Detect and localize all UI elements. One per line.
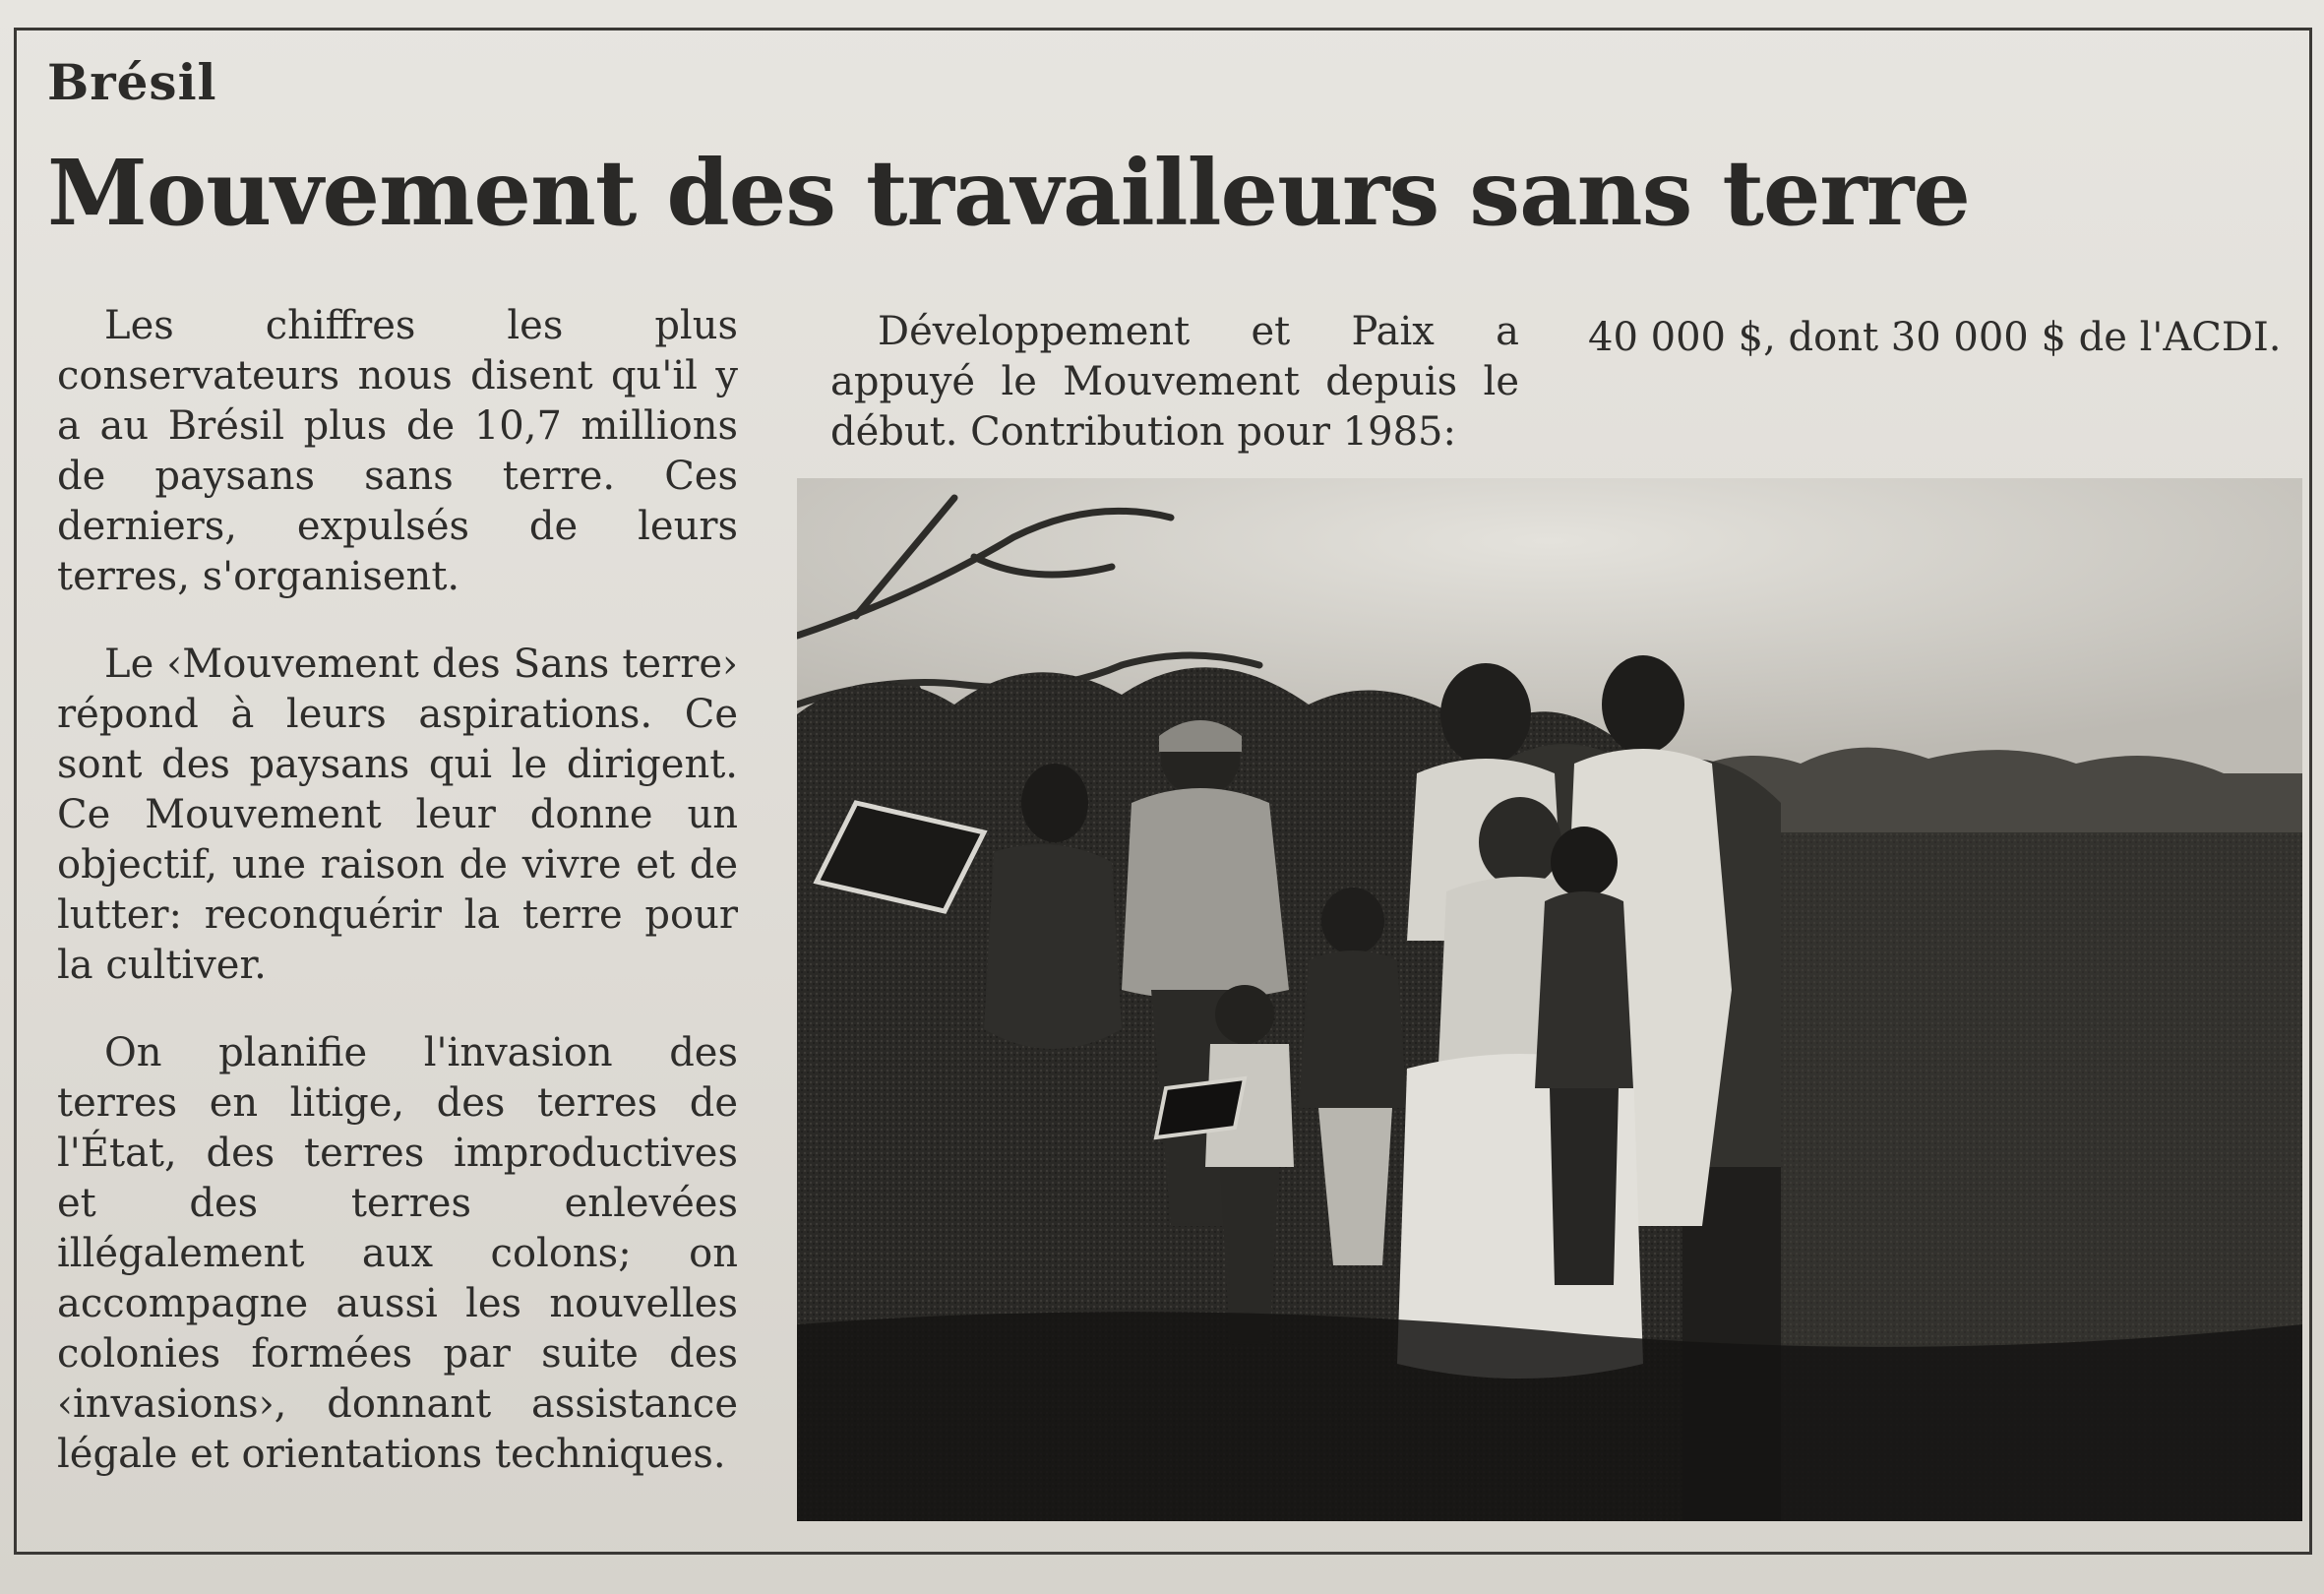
article-column-3 (1588, 313, 2306, 363)
paragraph-3: On planifie l'invasion des terres en litige, des terres de l'État, des terres improductives et des terres enlevées illégalement aux colons; on accompagne aussi les nouvelles colonies formées par suite des ‹invasions›, donnant assistance légale et orientations techniques. (57, 1030, 738, 1477)
paragraph-1: Les chiffres les plus conservateurs nous disent qu'il y a au Brésil plus de 10,7 millions de paysans sans terre. Ces derniers, expulsés de leurs terres, s'organisent. (57, 303, 738, 599)
paragraph-2: Le ‹Mouvement des Sans terre› répond à leurs aspirations. Ce sont des paysans qui le dirigent. Ce Mouvement leur donne un objectif, une raison de vivre et de lutter: reconquérir la terre pour la cultiver. (57, 642, 738, 988)
article-kicker: Brésil (47, 53, 217, 111)
paragraph-contribution: Développement et Paix a appuyé le Mouvement depuis le début. Contribution pour 1985: (830, 309, 1519, 455)
article-column-1 (57, 301, 738, 1517)
photo-illustration (797, 478, 2302, 1521)
article-column-2 (830, 307, 1519, 458)
article-headline: Mouvement des travailleurs sans terre (47, 140, 1970, 246)
article-photo (797, 478, 2302, 1521)
paragraph-amount: 40 000 $, dont 30 000 $ de l'ACDI. (1588, 315, 2282, 360)
